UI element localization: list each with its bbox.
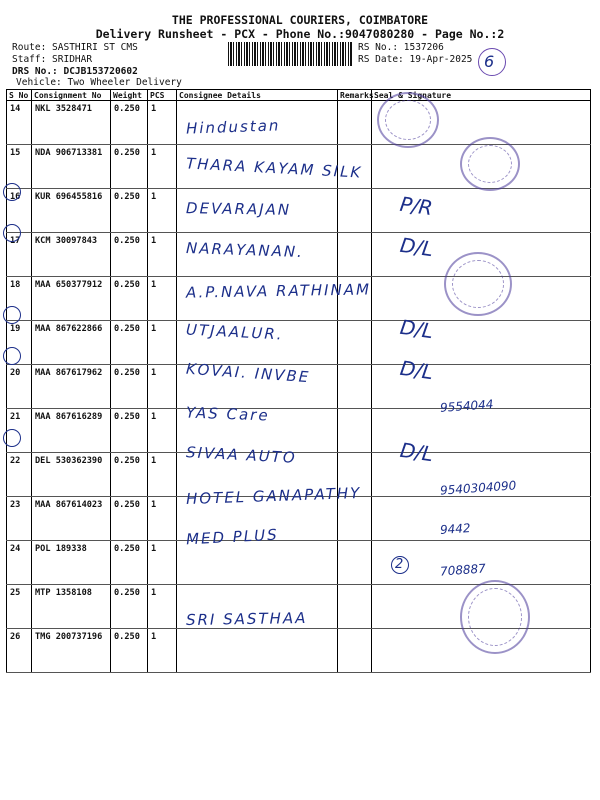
route-label: Route: SASTHIRI ST CMS [12, 42, 138, 53]
row-sno: 22 [7, 453, 32, 497]
row-pcs: 1 [148, 277, 177, 321]
corner-circle [478, 48, 506, 76]
row-weight: 0.250 [111, 189, 148, 233]
staff-label: Staff: SRIDHAR [12, 54, 93, 65]
row-sno: 14 [7, 101, 32, 145]
handwritten-remark: D/L [398, 314, 435, 344]
row-sno: 26 [7, 629, 32, 673]
row-sno: 24 [7, 541, 32, 585]
row-consignment-no: MAA 650377912 [32, 277, 111, 321]
row-pcs: 1 [148, 497, 177, 541]
handwritten-remark: 708887 [439, 561, 487, 579]
row-pcs: 1 [148, 321, 177, 365]
row-weight: 0.250 [111, 453, 148, 497]
table-header-row [7, 90, 591, 101]
handwritten-consignee: HOTEL GANAPATHY [185, 483, 362, 509]
handwritten-consignee: YAS Care [185, 403, 270, 425]
row-sno: 25 [7, 585, 32, 629]
row-remarks-cell [338, 233, 372, 277]
rs-number: RS No.: 1537206 [358, 42, 444, 53]
page-title: THE PROFESSIONAL COURIERS, COIMBATORE [171, 13, 429, 27]
row-consignment-no: MTP 1358108 [32, 585, 111, 629]
barcode [228, 42, 352, 66]
row-remarks-cell [338, 629, 372, 673]
row-consignment-no: TMG 200737196 [32, 629, 111, 673]
row-remarks-cell [338, 189, 372, 233]
row-pcs: 1 [148, 189, 177, 233]
row-pcs: 1 [148, 453, 177, 497]
row-consignment-no: MAA 867617962 [32, 365, 111, 409]
row-consignment-no: NDA 906713381 [32, 145, 111, 189]
row-consignment-no: MAA 867614023 [32, 497, 111, 541]
vehicle-label: Vehicle: Two Wheeler Delivery [16, 77, 182, 88]
row-consignment-no: POL 189338 [32, 541, 111, 585]
row-remarks-cell [338, 321, 372, 365]
col-weight: Weight [111, 90, 148, 101]
stamp-indus [460, 580, 530, 654]
row-pcs: 1 [148, 541, 177, 585]
col-sno: S No [7, 90, 32, 101]
handwritten-consignee: A.P.NAVA RATHINAM [185, 280, 372, 302]
row-remarks-cell [338, 101, 372, 145]
row-consignment-no: KCM 30097843 [32, 233, 111, 277]
row-sno: 21 [7, 409, 32, 453]
handwritten-remark: D/L [398, 232, 435, 262]
page-subtitle: Delivery Runsheet - PCX - Phone No.:9047080280 - Page No.:2 [95, 27, 505, 41]
row-weight: 0.250 [111, 585, 148, 629]
row-consignment-no: NKL 3528471 [32, 101, 111, 145]
row-remarks-cell [338, 409, 372, 453]
row-signature-cell [372, 497, 591, 541]
table-row [7, 409, 591, 453]
handwritten-consignee: Hindustan [185, 116, 281, 138]
row-pcs: 1 [148, 233, 177, 277]
circled-mark: 2 [395, 557, 404, 572]
row-sno: 17 [7, 233, 32, 277]
handwritten-consignee: NARAYANAN. [185, 238, 305, 262]
row-consignment-no: MAA 867622866 [32, 321, 111, 365]
table-row [7, 321, 591, 365]
row-pcs: 1 [148, 365, 177, 409]
handwritten-consignee: KOVAI. INVBE [185, 359, 311, 387]
col-pcs: PCS [148, 90, 177, 101]
handwritten-remark: D/L [398, 355, 435, 385]
handwritten-consignee: THARA KAYAM SILK [185, 154, 363, 182]
handwritten-remark: 9554044 [439, 397, 494, 415]
row-pcs: 1 [148, 629, 177, 673]
handwritten-consignee: UTJAALUR. [185, 320, 285, 344]
rs-date: RS Date: 19-Apr-2025 [358, 54, 473, 65]
circled-mark-ring [391, 556, 409, 574]
row-consignee-cell [177, 629, 338, 673]
row-pcs: 1 [148, 585, 177, 629]
stamp-hindustan [377, 92, 439, 148]
row-weight: 0.250 [111, 233, 148, 277]
corner-mark: 6 [484, 52, 495, 71]
row-consignment-no: DEL 530362390 [32, 453, 111, 497]
row-sno: 15 [7, 145, 32, 189]
row-weight: 0.250 [111, 409, 148, 453]
handwritten-remark: 9540304090 [439, 478, 517, 498]
row-weight: 0.250 [111, 277, 148, 321]
row-sno: 16 [7, 189, 32, 233]
handwritten-remark: P/R [398, 191, 435, 221]
row-pcs: 1 [148, 101, 177, 145]
row-remarks-cell [338, 497, 372, 541]
row-weight: 0.250 [111, 629, 148, 673]
drs-number: DRS No.: DCJB153720602 [12, 66, 138, 77]
row-weight: 0.250 [111, 365, 148, 409]
handwritten-remark: D/L [398, 437, 435, 467]
row-consignment-no: MAA 867616289 [32, 409, 111, 453]
col-remarks: Remarks [338, 90, 372, 101]
row-pcs: 1 [148, 145, 177, 189]
col-consignment: Consignment No [32, 90, 111, 101]
row-weight: 0.250 [111, 145, 148, 189]
stamp-apm-systems [444, 252, 512, 316]
row-circle-mark [3, 224, 21, 242]
handwritten-consignee: SRI SASTHAA [185, 608, 308, 630]
row-weight: 0.250 [111, 541, 148, 585]
row-circle-mark [3, 183, 21, 201]
row-weight: 0.250 [111, 497, 148, 541]
row-weight: 0.250 [111, 321, 148, 365]
row-sno: 19 [7, 321, 32, 365]
row-remarks-cell [338, 365, 372, 409]
table-row [7, 541, 591, 585]
col-signature: Seal & Signature [372, 90, 591, 101]
row-sno: 20 [7, 365, 32, 409]
row-sno: 18 [7, 277, 32, 321]
row-circle-mark [3, 429, 21, 447]
stamp-mobile-house [460, 137, 520, 191]
row-sno: 23 [7, 497, 32, 541]
row-remarks-cell [338, 541, 372, 585]
row-circle-mark [3, 347, 21, 365]
row-pcs: 1 [148, 409, 177, 453]
table-row [7, 101, 591, 145]
handwritten-consignee: DEVARAJAN [185, 199, 292, 219]
row-circle-mark [3, 306, 21, 324]
handwritten-consignee: SIVAA AUTO [185, 443, 298, 467]
row-weight: 0.250 [111, 101, 148, 145]
row-consignment-no: KUR 696455816 [32, 189, 111, 233]
handwritten-remark: 9442 [439, 520, 471, 538]
row-remarks-cell [338, 585, 372, 629]
handwritten-consignee: MED PLUS [185, 525, 280, 549]
table-row [7, 189, 591, 233]
col-consignee: Consignee Details [177, 90, 338, 101]
